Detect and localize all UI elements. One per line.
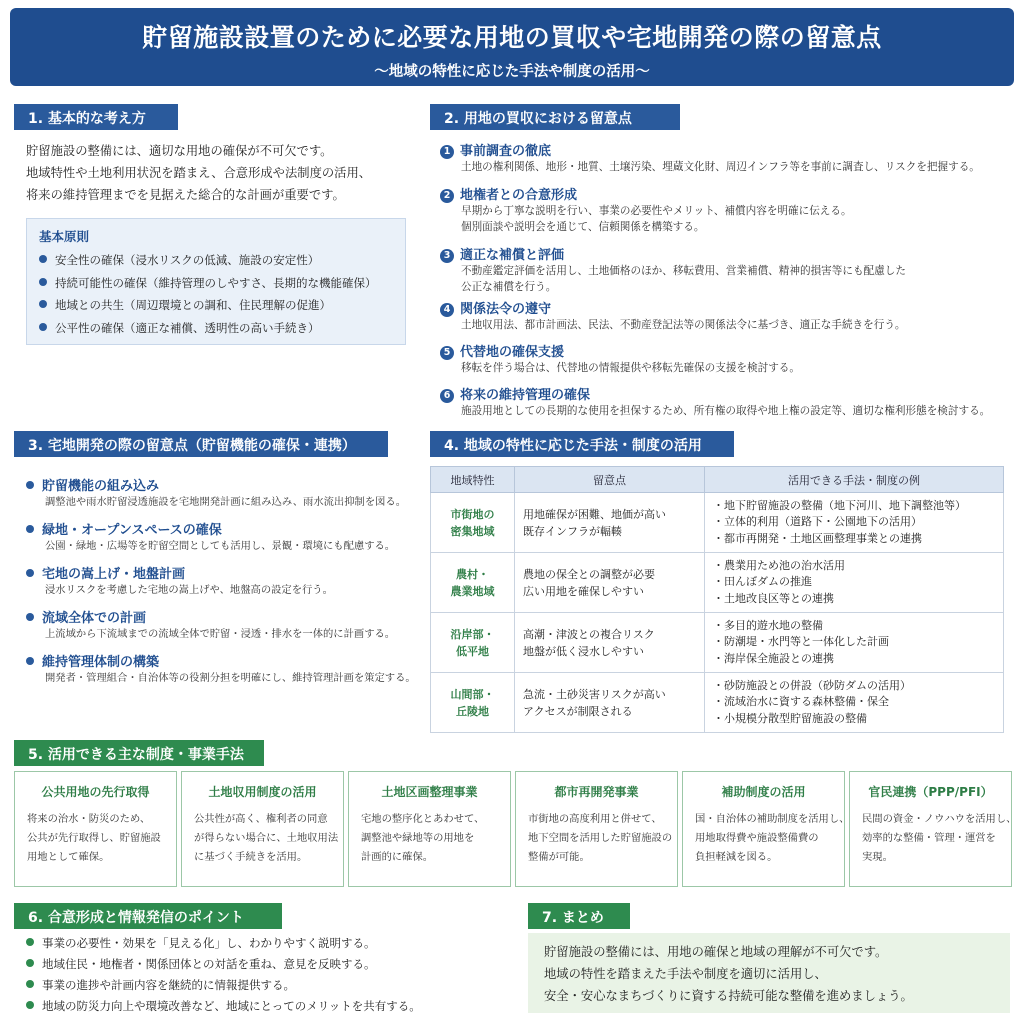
bullet-icon (39, 323, 47, 331)
table-row (431, 553, 1004, 613)
column-header: 留意点 (515, 467, 705, 493)
acquisition-item (440, 244, 1020, 295)
bullet-icon (26, 613, 34, 621)
list-item: 事業の必要性・効果を「見える化」し、わかりやすく説明する。 (26, 933, 496, 954)
acquisition-item (440, 298, 1020, 333)
system-card (515, 771, 678, 887)
section1-line: 貯留施設の整備には、適切な用地の確保が不可欠です。 (26, 144, 333, 158)
acquisition-item (440, 341, 1020, 376)
points-cell: 高潮・津波との複合リスク 地盤が低く浸水しやすい (515, 613, 705, 673)
bullet-icon (26, 1001, 34, 1009)
number-badge-icon: 4 (440, 303, 454, 317)
item-title: 適正な補償と評価 (460, 248, 565, 263)
item-desc: 開発者・管理組合・自治体等の役割分担を明確にし、維持管理計画を策定する。 (45, 672, 416, 684)
table-row (431, 493, 1004, 553)
item-desc: 個別面談や説明会を通じて、信頼関係を構築する。 (461, 221, 705, 233)
summary-line: 地域の特性を踏まえた手法や制度を適切に活用し、 (544, 967, 827, 981)
title-banner (10, 8, 1014, 86)
acquisition-item (440, 140, 1020, 175)
region-cell: 沿岸部・ 低平地 (431, 613, 515, 673)
item-desc: 土地収用法、都市計画法、民法、不動産登記法等の関係法令に基づき、適正な手続きを行う。 (461, 319, 906, 331)
principle-item: 地域との共生（周辺環境との調和、住民理解の促進） (39, 294, 405, 317)
development-item (26, 519, 426, 554)
card-desc: 公共性が高く、権利者の同意 が得らない場合に、土地収用法 に基づく手続きを活用。 (194, 813, 339, 863)
system-card (849, 771, 1017, 887)
list-item: 事業の進捗や計画内容を継続的に情報提供する。 (26, 975, 496, 996)
card-title: 都市再開発事業 (554, 785, 639, 799)
section5-heading: 5. 活用できる主な制度・事業手法 (14, 740, 264, 766)
card-desc: 将来の治水・防災のため、 公共が先行取得し、貯留施設 用地として確保。 (27, 813, 161, 863)
item-title: 貯留機能の組み込み (42, 479, 160, 494)
bullet-icon (26, 657, 34, 665)
column-header: 活用できる手法・制度の例 (705, 467, 1004, 493)
card-desc: 民間の資金・ノウハウを活用し、 効率的な整備・管理・運営を 実現。 (862, 813, 1017, 863)
region-cell: 農村・ 農業地域 (431, 553, 515, 613)
card-title: 官民連携（PPP/PFI） (868, 785, 993, 799)
summary-box (528, 933, 1010, 1013)
acquisition-item (440, 184, 1020, 235)
card-title: 公共用地の先行取得 (41, 785, 150, 799)
card-title: 土地収用制度の活用 (208, 785, 317, 799)
principle-item: 安全性の確保（浸水リスクの低減、施設の安定性） (39, 249, 405, 272)
principle-item: 公平性の確保（適正な補償、透明性の高い手続き） (39, 317, 405, 340)
region-cell: 市街地の 密集地域 (431, 493, 515, 553)
number-badge-icon: 2 (440, 189, 454, 203)
examples-cell: ・地下貯留施設の整備（地下河川、地下調整池等） ・立体的利用（道路下・公園地下の活用） ・都市再開発・土地区画整理事業との連携 (705, 493, 1004, 553)
summary-line: 安全・安心なまちづくりに資する持続可能な整備を進めましょう。 (544, 989, 913, 1003)
regional-table (430, 466, 1004, 733)
list-item: 地域の防災力向上や環境改善など、地域にとってのメリットを共有する。 (26, 996, 496, 1017)
number-badge-icon: 3 (440, 249, 454, 263)
section1-heading: 1. 基本的な考え方 (14, 104, 178, 130)
number-badge-icon: 6 (440, 389, 454, 403)
examples-cell: ・多目的遊水地の整備 ・防潮堤・水門等と一体化した計画 ・海岸保全施設との連携 (705, 613, 1004, 673)
development-item (26, 607, 426, 642)
acquisition-item (440, 384, 1020, 419)
principles-title: 基本原則 (39, 229, 90, 244)
item-title: 関係法令の遵守 (460, 302, 552, 317)
principles-box (26, 218, 406, 345)
points-cell: 急流・土砂災害リスクが高い アクセスが制限される (515, 673, 705, 733)
bullet-icon (26, 569, 34, 577)
item-title: 流域全体での計画 (42, 611, 147, 626)
bullet-icon (39, 300, 47, 308)
bullet-icon (26, 959, 34, 967)
page-title: 貯留施設設置のために必要な用地の買収や宅地開発の際の留意点 (142, 23, 882, 52)
section4-heading: 4. 地域の特性に応じた手法・制度の活用 (430, 431, 734, 457)
development-item (26, 563, 426, 598)
examples-cell: ・農業用ため池の治水活用 ・田んぼダムの推進 ・土地改良区等との連携 (705, 553, 1004, 613)
bullet-icon (26, 938, 34, 946)
section3-heading: 3. 宅地開発の際の留意点（貯留機能の確保・連携） (14, 431, 388, 457)
item-desc: 早期から丁寧な説明を行い、事業の必要性やメリット、補償内容を明確に伝える。 (461, 205, 852, 217)
item-title: 将来の維持管理の確保 (460, 388, 591, 403)
item-title: 宅地の嵩上げ・地盤計画 (42, 567, 186, 582)
page-subtitle: ～地域の特性に応じた手法や制度の活用～ (374, 64, 650, 80)
development-item (26, 475, 426, 510)
item-desc: 調整池や雨水貯留浸透施設を宅地開発計画に組み込み、雨水流出抑制を図る。 (45, 496, 407, 508)
bullet-icon (26, 481, 34, 489)
item-desc: 浸水リスクを考慮した宅地の嵩上げや、地盤高の設定を行う。 (45, 584, 333, 596)
points-cell: 農地の保全との調整が必要 広い用地を確保しやすい (515, 553, 705, 613)
item-desc: 土地の権利関係、地形・地質、土壌汚染、埋蔵文化財、周辺インフラ等を事前に調査し、リスクを把握する。 (461, 161, 980, 173)
card-desc: 国・自治体の補助制度を活用し、 用地取得費や施設整備費の 負担軽減を図る。 (695, 813, 850, 863)
system-card (682, 771, 850, 887)
bullet-icon (26, 525, 34, 533)
bullet-icon (39, 278, 47, 286)
item-title: 地権者との合意形成 (460, 188, 578, 203)
item-desc: 施設用地としての長期的な使用を担保するため、所有権の取得や地上権の設定等、適切な権利形態を検討する。 (461, 405, 991, 417)
item-title: 維持管理体制の構築 (42, 655, 160, 670)
system-card (181, 771, 344, 887)
consensus-list (26, 933, 496, 1017)
item-title: 代替地の確保支援 (460, 345, 565, 360)
bullet-icon (39, 255, 47, 263)
principle-item: 持続可能性の確保（維持管理のしやすさ、長期的な機能確保） (39, 272, 405, 295)
item-title: 事前調査の徹底 (460, 144, 552, 159)
item-desc: 公正な補償を行う。 (461, 281, 557, 293)
section6-heading: 6. 合意形成と情報発信のポイント (14, 903, 282, 929)
item-desc: 上流域から下流域までの流域全体で貯留・浸透・排水を一体的に計画する。 (45, 628, 396, 640)
section1-line: 地域特性や土地利用状況を踏まえ、合意形成や法制度の活用、 (26, 166, 372, 180)
list-item: 地域住民・地権者・関係団体との対話を重ね、意見を反映する。 (26, 954, 496, 975)
region-cell: 山間部・ 丘陵地 (431, 673, 515, 733)
section2-heading: 2. 用地の買収における留意点 (430, 104, 680, 130)
points-cell: 用地確保が困難、地価が高い 既存インフラが輻輳 (515, 493, 705, 553)
card-title: 土地区画整理事業 (381, 785, 478, 799)
item-title: 緑地・オープンスペースの確保 (42, 523, 222, 538)
number-badge-icon: 5 (440, 346, 454, 360)
table-row (431, 673, 1004, 733)
development-item (26, 651, 426, 686)
item-desc: 不動産鑑定評価を活用し、土地価格のほか、移転費用、営業補償、精神的損害等にも配慮した (461, 265, 906, 277)
system-card (348, 771, 511, 887)
summary-line: 貯留施設の整備には、用地の確保と地域の理解が不可欠です。 (544, 945, 888, 959)
table-row (431, 613, 1004, 673)
bullet-icon (26, 980, 34, 988)
section1-body (26, 140, 416, 206)
card-desc: 市街地の高度利用と併せて、 地下空間を活用した貯留施設の 整備が可能。 (528, 813, 673, 863)
section1-line: 将来の維持管理までを見据えた総合的な計画が重要です。 (26, 188, 345, 202)
number-badge-icon: 1 (440, 145, 454, 159)
system-cards (14, 771, 1017, 887)
item-desc: 公園・緑地・広場等を貯留空間としても活用し、景観・環境にも配慮する。 (45, 540, 396, 552)
section7-heading: 7. まとめ (528, 903, 630, 929)
examples-cell: ・砂防施設との併設（砂防ダムの活用） ・流域治水に資する森林整備・保全 ・小規模分散型貯留施設の整備 (705, 673, 1004, 733)
card-desc: 宅地の整序化とあわせて、 調整池や緑地等の用地を 計画的に確保。 (361, 813, 485, 863)
card-title: 補助制度の活用 (721, 785, 806, 799)
column-header: 地域特性 (431, 467, 515, 493)
item-desc: 移転を伴う場合は、代替地の情報提供や移転先確保の支援を検討する。 (461, 362, 800, 374)
system-card (14, 771, 177, 887)
